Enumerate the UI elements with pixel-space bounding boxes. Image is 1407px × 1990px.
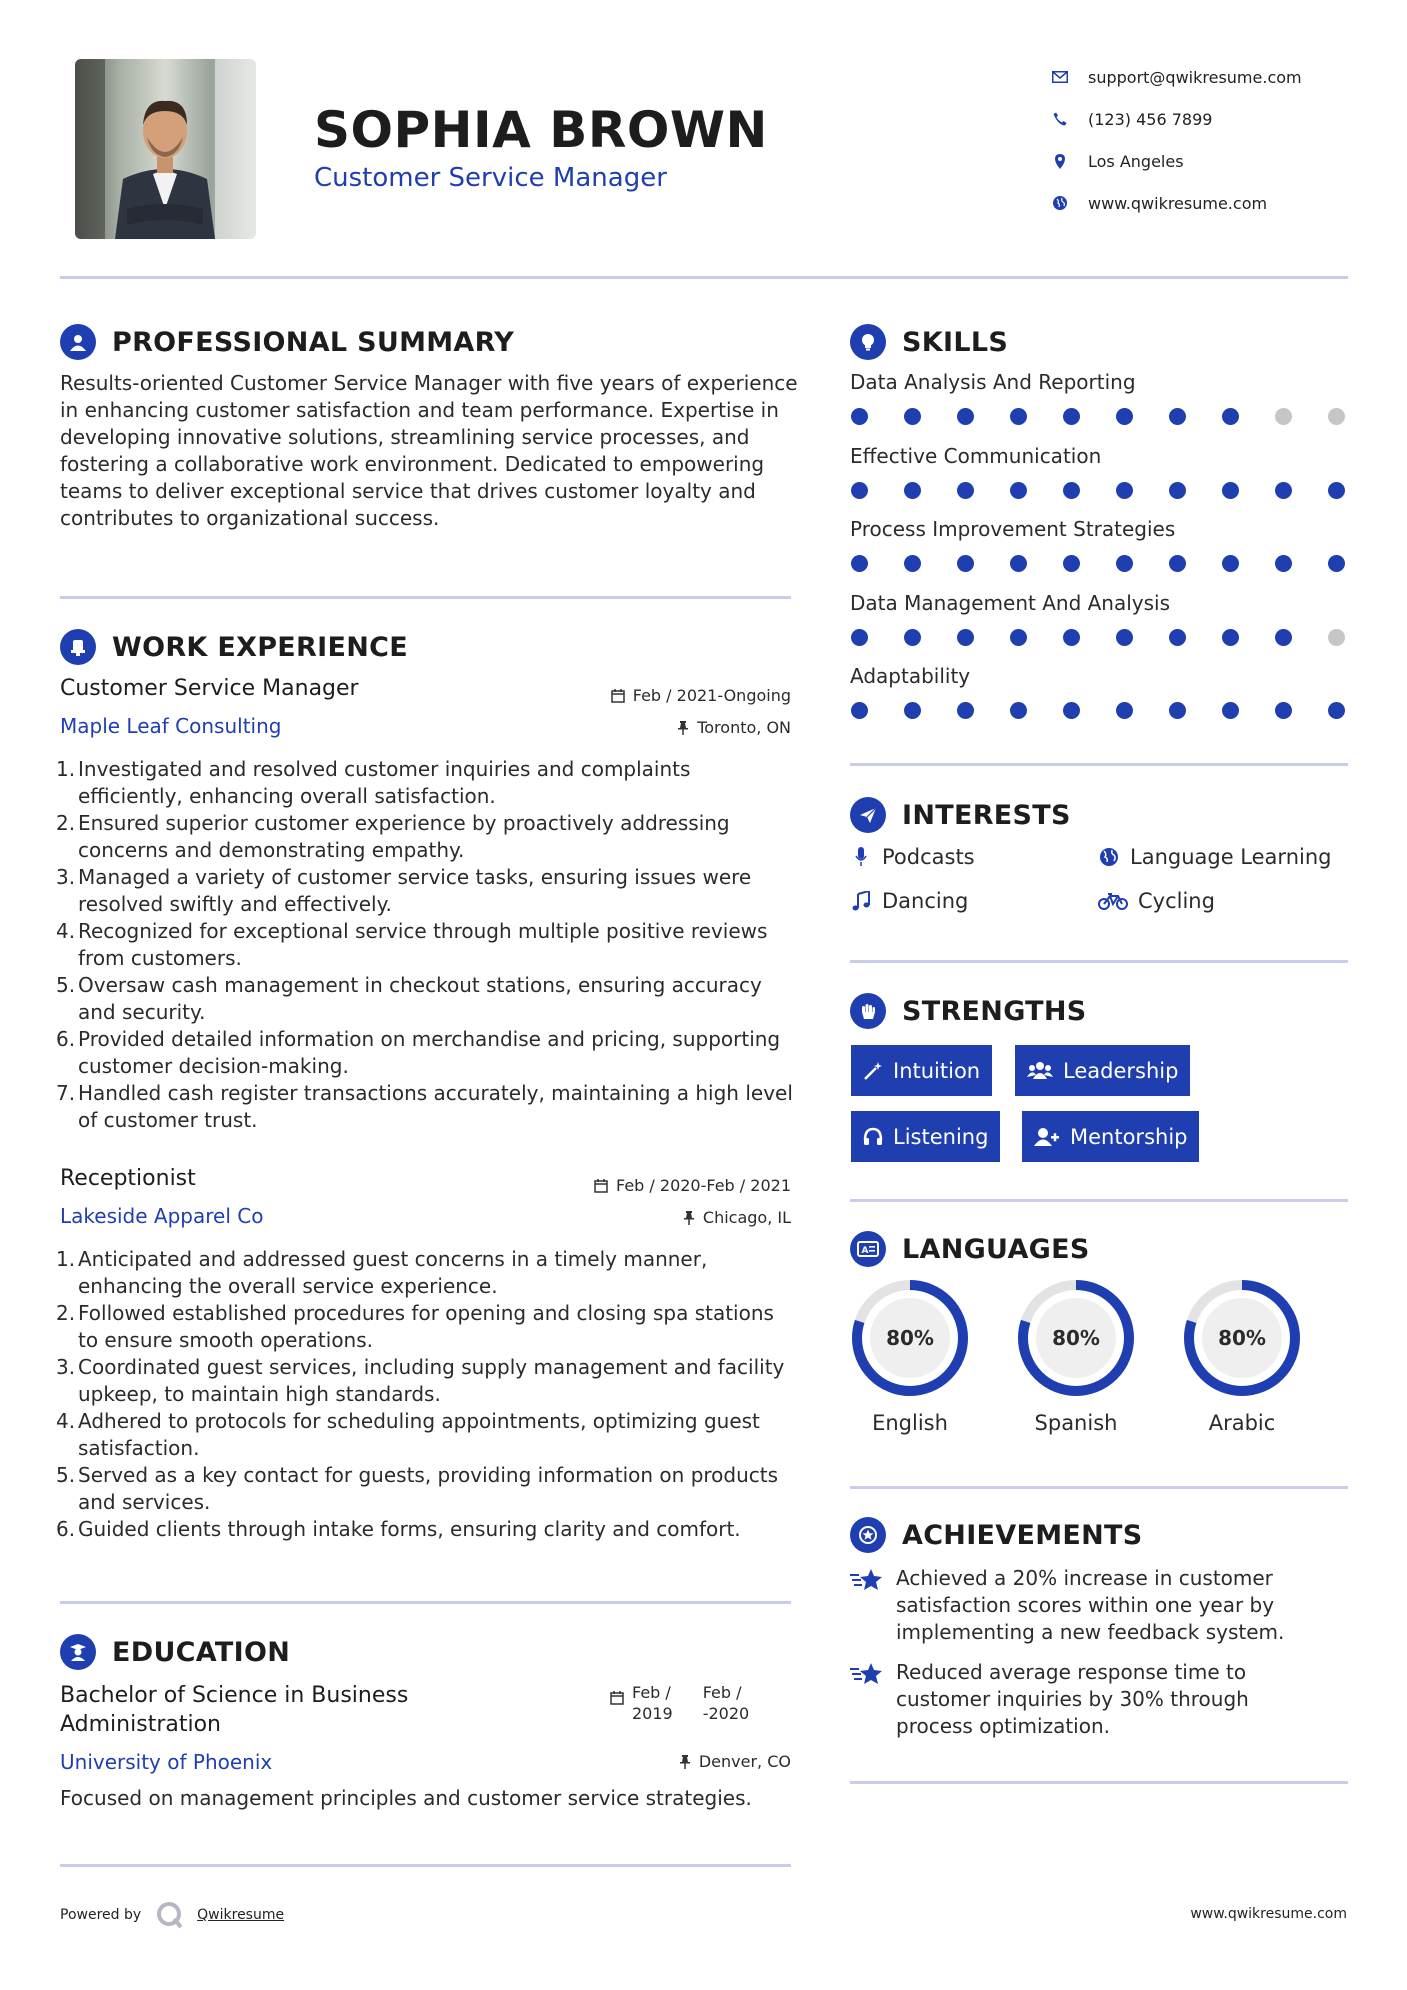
interest-label: Language Learning [1130, 845, 1332, 869]
achievement-item [850, 1659, 1320, 1740]
responsibility-text: Managed a variety of customer service tasks, ensuring issues were resolved swiftly and effectively. [78, 865, 752, 916]
skill-dot-filled [904, 702, 921, 719]
language-item [1015, 1277, 1137, 1435]
job-responsibilities [56, 756, 798, 1134]
job-responsibilities [56, 1246, 798, 1543]
skill-dot-filled [851, 702, 868, 719]
magic-wand-icon [863, 1061, 883, 1081]
skill-dot-filled [1116, 702, 1133, 719]
education-start-month: Feb / [632, 1683, 671, 1702]
strengths-title: STRENGTHS [902, 995, 1087, 1027]
responsibility-text: Served as a key contact for guests, providing information on products and services. [78, 1463, 779, 1514]
strengths-heading [850, 993, 1087, 1029]
skill-dot-filled [957, 629, 974, 646]
summary-heading [60, 324, 514, 360]
envelope-icon [1050, 67, 1070, 87]
contact-location [1050, 140, 1302, 182]
powered-by-label: Powered by [60, 1907, 142, 1923]
skill-dot-filled [904, 408, 921, 425]
skill-dot-empty [1328, 629, 1345, 646]
pushpin-icon [677, 721, 689, 735]
job-date-text: Feb / 2020-Feb / 2021 [616, 1176, 791, 1195]
degree-line-2: Administration [60, 1712, 221, 1737]
skill-dot-filled [957, 702, 974, 719]
skill-dot-empty [1275, 408, 1292, 425]
strength-label: Mentorship [1070, 1124, 1188, 1149]
briefcase-icon [60, 629, 96, 665]
calendar-icon [594, 1179, 608, 1193]
globe-icon [1050, 193, 1070, 213]
contact-location-text: Los Angeles [1088, 151, 1184, 171]
degree-line-1: Bachelor of Science in Business [60, 1683, 409, 1708]
language-name: Spanish [1034, 1411, 1118, 1435]
skill-dot-filled [1275, 702, 1292, 719]
education-divider [60, 1864, 791, 1867]
skill-dot-filled [904, 629, 921, 646]
language-item [1181, 1277, 1303, 1435]
skill-dot-filled [1169, 629, 1186, 646]
contact-list [1050, 56, 1302, 224]
education-start-year: 2019 [632, 1704, 673, 1723]
skill-dot-filled [1222, 555, 1239, 572]
shooting-star-icon [850, 1661, 884, 1740]
skill-dot-filled [957, 555, 974, 572]
interest-item [850, 845, 975, 869]
globe-icon [1098, 847, 1120, 867]
skills-divider [850, 763, 1348, 766]
responsibility-item [56, 918, 798, 972]
responsibility-item [56, 972, 798, 1026]
responsibility-text: Anticipated and addressed guest concerns in a timely manner, enhancing the overall service experience. [78, 1247, 708, 1298]
headphones-icon [863, 1127, 883, 1147]
skill-dot-filled [1328, 555, 1345, 572]
strength-label: Intuition [893, 1058, 981, 1083]
responsibility-text: Guided clients through intake forms, ensuring clarity and comfort. [78, 1517, 741, 1541]
responsibility-item [56, 864, 798, 918]
achievement-text: Reduced average response time to customer inquiries by 30% through process optimization. [896, 1660, 1249, 1738]
responsibility-item [56, 1516, 798, 1543]
job-location [677, 718, 791, 737]
strength-badge [1015, 1045, 1190, 1096]
svg-text:A: A [861, 1246, 869, 1256]
job-location-text: Chicago, IL [702, 1208, 791, 1227]
achievements-title: ACHIEVEMENTS [902, 1519, 1143, 1551]
responsibility-number: 5. [56, 1463, 76, 1487]
skill-dot-filled [1116, 482, 1133, 499]
education-date [610, 1682, 749, 1724]
strength-label: Leadership [1063, 1058, 1179, 1083]
profile-photo [75, 59, 256, 239]
experience-divider [60, 1601, 791, 1604]
music-note-icon [850, 891, 872, 911]
lightbulb-icon [850, 324, 886, 360]
skill-dot-filled [1010, 629, 1027, 646]
responsibility-text: Coordinated guest services, including supply management and facility upkeep, to maintain high standards. [78, 1355, 785, 1406]
skill-dot-filled [851, 629, 868, 646]
star-badge-icon [850, 1517, 886, 1553]
responsibility-text: Adhered to protocols for scheduling appointments, optimizing guest satisfaction. [78, 1409, 760, 1460]
interest-label: Dancing [882, 889, 969, 913]
contact-phone [1050, 98, 1302, 140]
language-item [849, 1277, 971, 1435]
skill-rating [851, 629, 1345, 646]
strength-badge [851, 1111, 1000, 1162]
responsibility-text: Ensured superior customer experience by proactively addressing concerns and demonstrating empathy. [78, 811, 730, 862]
user-icon [60, 324, 96, 360]
skill-dot-filled [1222, 702, 1239, 719]
footer-powered [60, 1900, 284, 1930]
job-date-text: Feb / 2021-Ongoing [632, 686, 791, 705]
contact-website-text[interactable]: www.qwikresume.com [1088, 193, 1268, 213]
job-title: Receptionist [60, 1166, 196, 1191]
contact-phone-text: (123) 456 7899 [1088, 109, 1213, 129]
skill-dot-filled [851, 555, 868, 572]
skill-name: Data Analysis And Reporting [850, 370, 1136, 394]
languages-divider [850, 1486, 1348, 1489]
skill-name: Adaptability [850, 664, 971, 688]
microphone-icon [850, 847, 872, 867]
education-description: Focused on management principles and customer service strategies. [60, 1786, 752, 1810]
contact-website [1050, 182, 1302, 224]
responsibility-number: 2. [56, 1301, 76, 1325]
job-location [683, 1208, 791, 1227]
responsibility-item [56, 1408, 798, 1462]
skill-dot-filled [1063, 555, 1080, 572]
skills-title: SKILLS [902, 326, 1009, 358]
languages-title: LANGUAGES [902, 1233, 1090, 1265]
skill-dot-filled [1222, 482, 1239, 499]
paper-plane-icon [850, 797, 886, 833]
degree-title [60, 1681, 408, 1739]
summary-title: PROFESSIONAL SUMMARY [112, 326, 515, 358]
skill-dot-filled [904, 555, 921, 572]
school-name: University of Phoenix [60, 1750, 273, 1774]
responsibility-number: 1. [56, 1247, 76, 1271]
job-company: Lakeside Apparel Co [60, 1204, 264, 1228]
education-location [679, 1752, 791, 1771]
qwikresume-logo-icon [155, 1900, 185, 1930]
skill-dot-filled [1275, 629, 1292, 646]
skill-dot-filled [1116, 555, 1133, 572]
skill-dot-filled [957, 408, 974, 425]
summary-divider [60, 596, 791, 599]
map-pin-icon [1050, 151, 1070, 171]
responsibility-text: Provided detailed information on merchandise and pricing, supporting customer decision-making. [78, 1027, 781, 1078]
skill-name: Effective Communication [850, 443, 1102, 468]
responsibility-item [56, 1246, 798, 1300]
candidate-name: SOPHIA BROWN [314, 101, 768, 159]
language-name: Arabic [1208, 1411, 1276, 1435]
user-plus-icon [1034, 1127, 1060, 1147]
achievement-item [850, 1565, 1320, 1646]
interest-item [1098, 845, 1331, 869]
interests-heading [850, 797, 1071, 833]
education-location-text: Denver, CO [698, 1752, 791, 1771]
job-date [611, 686, 791, 705]
strengths-divider [850, 1199, 1348, 1202]
strength-label: Listening [893, 1124, 989, 1149]
responsibility-item [56, 1026, 798, 1080]
responsibility-number: 6. [56, 1517, 76, 1541]
raised-fist-icon [850, 993, 886, 1029]
responsibility-item [56, 1462, 798, 1516]
users-icon [1027, 1061, 1053, 1081]
experience-heading [60, 629, 408, 665]
skill-rating [851, 408, 1345, 425]
achievement-text: Achieved a 20% increase in customer satisfaction scores within one year by implementing a new feedback system. [896, 1566, 1285, 1644]
skill-rating [851, 482, 1345, 499]
language-percent: 80% [886, 1326, 934, 1350]
skill-dot-filled [1328, 482, 1345, 499]
strength-badge [1022, 1111, 1199, 1162]
language-card-icon [850, 1231, 886, 1267]
graduate-icon [60, 1634, 96, 1670]
skill-dot-filled [1010, 482, 1027, 499]
interest-label: Podcasts [882, 845, 975, 869]
responsibility-number: 3. [56, 865, 76, 889]
responsibility-number: 6. [56, 1027, 76, 1051]
skill-dot-filled [1063, 408, 1080, 425]
responsibility-item [56, 1080, 798, 1134]
interests-divider [850, 960, 1348, 963]
language-name: English [872, 1411, 948, 1435]
skill-name: Process Improvement Strategies [850, 517, 1176, 541]
skill-dot-filled [1222, 629, 1239, 646]
skill-rating [851, 555, 1345, 572]
responsibility-item [56, 756, 798, 810]
skill-dot-filled [1063, 482, 1080, 499]
pushpin-icon [679, 1755, 691, 1769]
candidate-role: Customer Service Manager [314, 163, 667, 193]
skill-dot-filled [957, 482, 974, 499]
job-title: Customer Service Manager [60, 676, 359, 701]
responsibility-item [56, 810, 798, 864]
phone-icon [1050, 109, 1070, 129]
responsibility-item [56, 1300, 798, 1354]
education-heading [60, 1634, 290, 1670]
responsibility-text: Investigated and resolved customer inquiries and complaints efficiently, enhancing overall satisfaction. [78, 757, 691, 808]
responsibility-number: 1. [56, 757, 76, 781]
skill-dot-filled [904, 482, 921, 499]
skill-dot-filled [1169, 702, 1186, 719]
skill-dot-filled [1169, 408, 1186, 425]
contact-email [1050, 56, 1302, 98]
interest-label: Cycling [1138, 889, 1215, 913]
skill-dot-filled [1275, 555, 1292, 572]
education-end-month: Feb / [702, 1683, 742, 1702]
summary-text: Results-oriented Customer Service Manager with five years of experience in enhancing customer satisfaction and team performance. Expertise in developing innovative solutions, streamlining service processes, and fostering a collaborative work environment. Dedicated to empowering teams to deliver exceptional service that drives customer loyalty and contributes to organizational success. [60, 371, 798, 530]
skill-dot-filled [1169, 482, 1186, 499]
skill-dot-filled [851, 482, 868, 499]
skill-dot-filled [1328, 702, 1345, 719]
skill-dot-filled [1275, 482, 1292, 499]
job-location-text: Toronto, ON [697, 718, 791, 737]
interest-item [1098, 889, 1215, 913]
responsibility-text: Recognized for exceptional service through multiple positive reviews from customers. [78, 919, 768, 970]
pushpin-icon [683, 1211, 695, 1225]
responsibility-number: 2. [56, 811, 76, 835]
shooting-star-icon [850, 1567, 884, 1646]
strength-badge [851, 1045, 992, 1096]
language-percent: 80% [1052, 1326, 1100, 1350]
language-percent: 80% [1218, 1326, 1266, 1350]
achievements-divider [850, 1781, 1348, 1784]
education-end-year: -2020 [702, 1704, 750, 1723]
calendar-icon [611, 689, 625, 703]
skills-heading [850, 324, 1008, 360]
achievements-heading [850, 1517, 1143, 1553]
skill-name: Data Management And Analysis [850, 590, 1171, 615]
header-divider [60, 276, 1348, 279]
responsibility-text: Followed established procedures for opening and closing spa stations to ensure smooth operations. [78, 1301, 774, 1352]
skill-dot-filled [1063, 702, 1080, 719]
skill-dot-filled [1063, 629, 1080, 646]
skill-dot-filled [851, 408, 868, 425]
skill-dot-filled [1010, 702, 1027, 719]
bicycle-icon [1098, 892, 1128, 910]
responsibility-number: 5. [56, 973, 76, 997]
responsibility-number: 3. [56, 1355, 76, 1379]
skill-dot-filled [1116, 629, 1133, 646]
contact-email-text[interactable]: support@qwikresume.com [1088, 67, 1302, 87]
skill-dot-filled [1169, 555, 1186, 572]
skill-dot-filled [1010, 408, 1027, 425]
calendar-icon [610, 1691, 624, 1705]
responsibility-number: 4. [56, 1409, 76, 1433]
footer-website[interactable]: www.qwikresume.com [1190, 1906, 1347, 1922]
interests-title: INTERESTS [902, 799, 1071, 831]
languages-heading [850, 1231, 1090, 1267]
job-company: Maple Leaf Consulting [60, 714, 282, 738]
education-title: EDUCATION [112, 1636, 291, 1668]
qwikresume-link[interactable]: Qwikresume [197, 1907, 285, 1923]
responsibility-text: Handled cash register transactions accurately, maintaining a high level of customer trust. [78, 1081, 793, 1132]
job-date [594, 1176, 791, 1195]
skill-rating [851, 702, 1345, 719]
interest-item [850, 889, 968, 913]
responsibility-text: Oversaw cash management in checkout stations, ensuring accuracy and security. [78, 973, 762, 1024]
responsibility-number: 7. [56, 1081, 76, 1105]
skill-dot-empty [1328, 408, 1345, 425]
skill-dot-filled [1010, 555, 1027, 572]
experience-title: WORK EXPERIENCE [112, 631, 408, 663]
skill-dot-filled [1116, 408, 1133, 425]
responsibility-number: 4. [56, 919, 76, 943]
responsibility-item [56, 1354, 798, 1408]
skill-dot-filled [1222, 408, 1239, 425]
